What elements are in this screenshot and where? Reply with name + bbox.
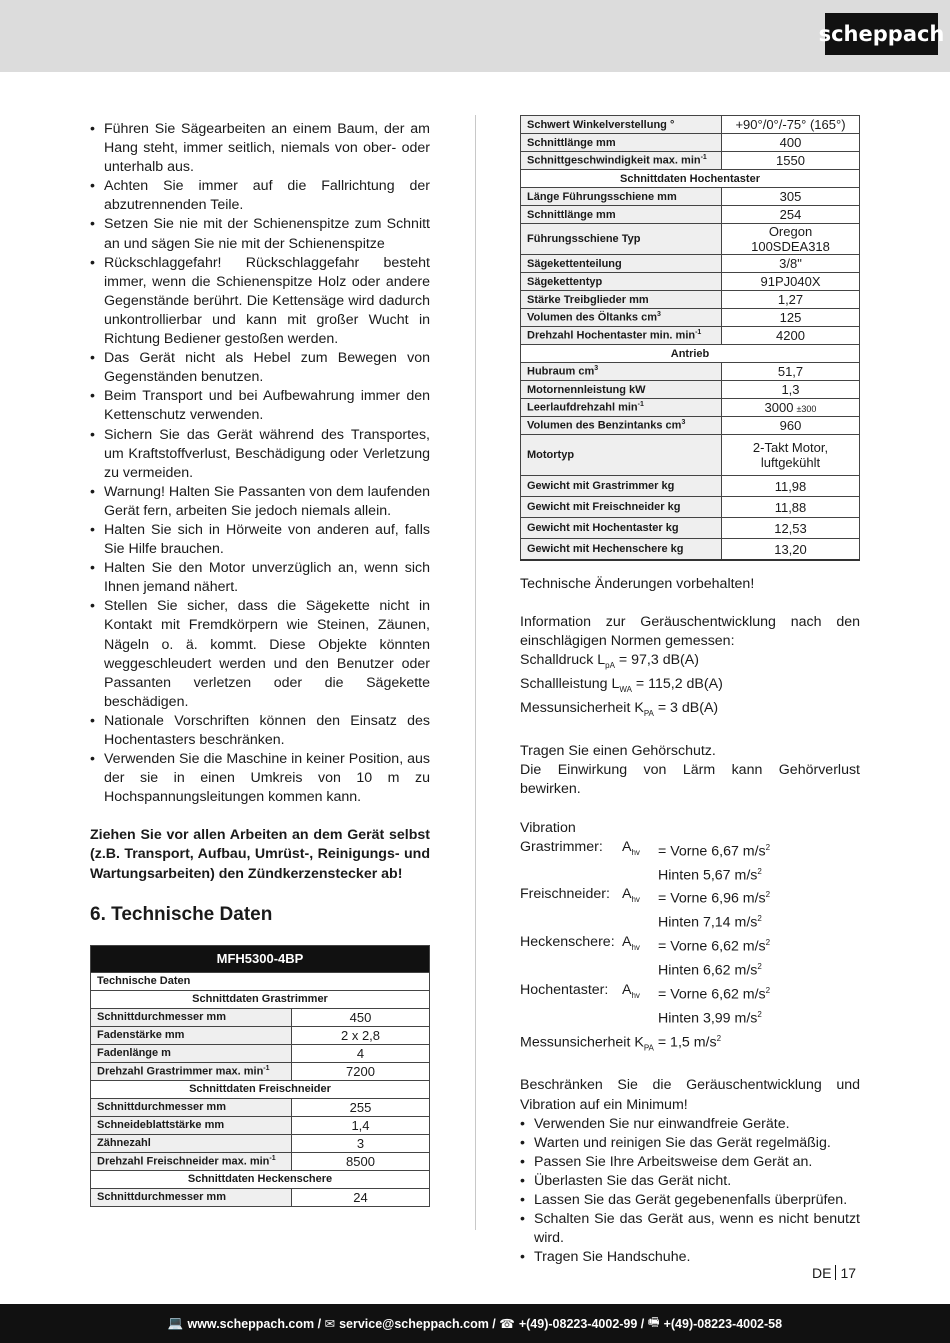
- spec-key-text: Gewicht mit Hochentaster kg: [527, 522, 679, 534]
- spec-value: [722, 188, 860, 206]
- page-number: [812, 1265, 856, 1281]
- spec-value-text: 2 x 2,8: [340, 1027, 381, 1043]
- table-header: Technische Daten: [91, 972, 430, 990]
- vibration-front: [658, 981, 770, 1005]
- spec-value: [722, 206, 860, 224]
- spec-key: [91, 1008, 292, 1026]
- spec-key: [91, 1044, 292, 1062]
- spec-key-sup: 3: [594, 365, 599, 373]
- table-row: [91, 1026, 430, 1044]
- table-row: [521, 417, 860, 435]
- vib-front-text: = Vorne 6,67 m/s: [658, 843, 766, 860]
- phone-icon: ☎: [499, 1317, 515, 1331]
- spec-key: [521, 255, 722, 273]
- spec-value-text: +90°/0°/-75° (165°): [735, 117, 846, 132]
- footer-email[interactable]: service@scheppach.com /: [339, 1316, 496, 1331]
- spec-value: [722, 363, 860, 381]
- spec-key: [521, 206, 722, 224]
- vib-exp: 2: [757, 962, 762, 972]
- vibration-label: Hochentaster:: [520, 981, 609, 998]
- spec-key-sup: 3: [681, 419, 686, 427]
- list-item: • Das Gerät nicht als Hebel zum Bewegen von Gegenständen benutzen.: [90, 349, 430, 387]
- spec-value-text: 1,4: [351, 1117, 370, 1133]
- spec-value: [292, 1134, 430, 1152]
- spec-key-sup: -1: [637, 401, 644, 409]
- spec-key-text: Gewicht mit Grastrimmer kg: [527, 480, 675, 492]
- spec-value-text: 24: [353, 1189, 368, 1205]
- list-item: • Stellen Sie sicher, dass die Sägekette nicht in Kontakt mit Fremdkörpern wie Steinen, Zäunen, Nägeln o. ä. kommt. Diese Objekte könnten weggeschleudert werden und den Benutzer oder Passanten verletzen oder die Sägekette beschädigen.: [90, 597, 430, 712]
- table-row: [521, 188, 860, 206]
- vibration-front: [658, 885, 770, 909]
- spec-key-text: Leerlaufdrehzahl min: [527, 401, 638, 414]
- list-item: • Warten und reinigen Sie das Gerät regelmäßig.: [520, 1134, 860, 1153]
- spec-key: [521, 134, 722, 152]
- spec-value: [722, 327, 860, 345]
- model-name: MFH5300-4BP: [91, 945, 430, 972]
- spec-value-text: 4: [356, 1045, 365, 1061]
- spec-value-text: 254: [779, 207, 802, 222]
- vib-symbol: A: [622, 886, 632, 903]
- spec-key: [521, 273, 722, 291]
- subheader-heckenschere: Schnittdaten Heckenschere: [91, 1170, 430, 1188]
- spec-value-text: 11,98: [774, 478, 807, 494]
- spec-key-text: Fadenstärke mm: [97, 1029, 185, 1042]
- spec-key-text: Gewicht mit Freischneider kg: [527, 501, 681, 513]
- spec-key-sup: -1: [269, 1154, 276, 1162]
- spec-value: [722, 273, 860, 291]
- column-divider: [475, 115, 476, 1230]
- vib-exp: 2: [757, 914, 762, 924]
- vibration-row: [520, 838, 860, 862]
- spec-key: [521, 497, 722, 518]
- table-row: [521, 206, 860, 224]
- messunsicherheit-db: Messunsicherheit $K_{PA} = 3$ dB(A): [520, 700, 719, 719]
- spec-value-text: 91PJ040X: [760, 274, 821, 289]
- vibration-label: Freischneider:: [520, 886, 610, 903]
- spec-value-text: Oregon 100SDEA318: [751, 224, 830, 254]
- list-item: • Überlasten Sie das Gerät nicht.: [520, 1172, 860, 1191]
- spec-key: [521, 116, 722, 134]
- spark-plug-note: Ziehen Sie vor allen Arbeiten an dem Gerät selbst (z.B. Transport, Aufbau, Umrüst-, Reinigungs- und Wartungsarbeiten) den Zündkerzenstecker ab!: [90, 827, 430, 882]
- spec-value: [292, 1188, 430, 1206]
- table-row: [91, 1152, 430, 1170]
- spec-key-sup: -1: [263, 1064, 270, 1072]
- spec-key-text: Schnittdurchmesser mm: [97, 1101, 226, 1114]
- vibration-row: [520, 933, 860, 957]
- spec-value: [722, 518, 860, 539]
- vib-back-text: Hinten 5,67 m/s: [658, 867, 758, 884]
- spec-table-left: [90, 945, 430, 1207]
- list-item: • Tragen Sie Handschuhe.: [520, 1248, 860, 1267]
- vibration-list: [520, 838, 860, 1029]
- table-row: [521, 497, 860, 518]
- spec-value: [722, 224, 860, 255]
- spec-key-sup: -1: [695, 329, 702, 337]
- right-column: [520, 115, 860, 1267]
- spec-key: [521, 224, 722, 255]
- mail-icon: ✉: [324, 1317, 336, 1331]
- spec-value: [722, 381, 860, 399]
- list-item: • Verwenden Sie nur einwandfreie Geräte.: [520, 1115, 860, 1134]
- vib-sub: hv: [631, 847, 640, 857]
- spec-key: [521, 399, 722, 417]
- spec-key: [91, 1098, 292, 1116]
- spec-value-text: 1550: [776, 153, 805, 168]
- table-row: [521, 116, 860, 134]
- notes-text: [520, 575, 860, 1267]
- vibration-back-row: [520, 1005, 860, 1029]
- table-row: [521, 134, 860, 152]
- spec-value-text: 12,53: [774, 520, 807, 536]
- spec-value: [292, 1044, 430, 1062]
- spec-value: [722, 116, 860, 134]
- vib-back-text: Hinten 7,14 m/s: [658, 915, 758, 932]
- spec-key: [521, 291, 722, 309]
- vib-front-text: = Vorne 6,62 m/s: [658, 986, 766, 1003]
- footer-website[interactable]: www.scheppach.com /: [187, 1316, 322, 1331]
- vibration-symbol: [622, 933, 658, 957]
- spec-key: [521, 327, 722, 345]
- vib-exp: 2: [757, 1009, 762, 1019]
- spec-key: [521, 381, 722, 399]
- list-item: • Halten Sie sich in Hörweite von anderen auf, falls Sie Hilfe brauchen.: [90, 521, 430, 559]
- list-item: • Setzen Sie nie mit der Schienenspitze zum Schnitt an und sägen Sie nie mit der Schienenspitze: [90, 215, 430, 253]
- hearing-warning: Die Einwirkung von Lärm kann Gehörverlust bewirken.: [520, 762, 860, 798]
- vib-exp: 2: [765, 842, 771, 852]
- spec-key-text: Zähnezahl: [97, 1137, 151, 1150]
- vib-front-text: = Vorne 6,96 m/s: [658, 891, 766, 908]
- table-row: [521, 381, 860, 399]
- fax-icon: 🖷: [647, 1315, 660, 1329]
- vibration-front: [658, 933, 770, 957]
- limit-bullet-list: [520, 1115, 860, 1268]
- vibration-label: Grastrimmer:: [520, 838, 603, 855]
- spec-key: [521, 188, 722, 206]
- spec-value-text: 3000: [764, 400, 794, 415]
- vibration-back-row: [520, 957, 860, 981]
- table-row: [521, 399, 860, 417]
- table-row: [91, 1188, 430, 1206]
- table-row: [91, 1116, 430, 1134]
- left-column: [90, 120, 430, 1207]
- table-row: [521, 309, 860, 327]
- spec-key-text: Drehzahl Freischneider max. min: [97, 1155, 270, 1168]
- spec-value: [722, 309, 860, 327]
- spec-key-text: Motornennleistung kW: [527, 383, 646, 396]
- list-item: • Achten Sie immer auf die Fallrichtung der abzutrennenden Teile.: [90, 177, 430, 215]
- vibration-back-row: [520, 862, 860, 886]
- noise-intro: Information zur Geräuschentwicklung nach den einschlägigen Normen gemessen:: [520, 614, 860, 650]
- spec-value-text: 11,88: [774, 499, 807, 515]
- vib-symbol: A: [622, 934, 632, 951]
- spec-key: [91, 1116, 292, 1134]
- spec-key-text: Schnittlänge mm: [527, 136, 616, 149]
- vibration-label: Heckenschere:: [520, 934, 615, 951]
- spec-value-tolerance: ±300: [796, 404, 817, 414]
- spec-key-text: Volumen des Benzintanks cm: [527, 419, 682, 432]
- spec-value-text: 3: [356, 1135, 365, 1151]
- spec-key-text: Hubraum cm: [527, 365, 595, 378]
- table-row: [521, 476, 860, 497]
- table-row: [91, 1062, 430, 1080]
- spec-key-text: Führungsschiene Typ: [527, 233, 641, 245]
- spec-key-text: Schnittlänge mm: [527, 208, 616, 221]
- spec-value-text: 305: [779, 189, 802, 204]
- spec-key: [521, 152, 722, 170]
- spec-value: [722, 497, 860, 518]
- list-item: • Warnung! Halten Sie Passanten von dem laufenden Gerät fern, arbeiten Sie jedoch niemals allein.: [90, 483, 430, 521]
- vib-symbol: A: [622, 981, 632, 998]
- spec-key: [521, 417, 722, 435]
- table-row: [521, 518, 860, 539]
- spec-value-text: 7200: [346, 1063, 375, 1079]
- spec-value: [292, 1152, 430, 1170]
- spec-key-text: Schnittdurchmesser mm: [97, 1191, 226, 1204]
- spec-key-text: Schwert Winkelverstellung °: [527, 118, 675, 131]
- table-row: [521, 291, 860, 309]
- spec-key: [91, 1188, 292, 1206]
- table-row: [91, 1098, 430, 1116]
- spec-value: [722, 417, 860, 435]
- spec-value: [722, 539, 860, 561]
- spec-value: [292, 1116, 430, 1134]
- spec-key: [521, 539, 722, 561]
- list-item: • Nationale Vorschriften können den Einsatz des Hochentasters beschränken.: [90, 712, 430, 750]
- spec-value-text: 400: [779, 135, 802, 150]
- spec-value-text: 13,20: [774, 541, 807, 557]
- vib-sub: hv: [631, 990, 640, 1000]
- list-item: • Halten Sie den Motor unverzüglich an, wenn sich Ihnen jemand nähert.: [90, 559, 430, 597]
- messunsicherheit-vib: Messunsicherheit $K_{PA} = 1,5$ $m/s^2$: [520, 1033, 722, 1053]
- spec-value: [722, 291, 860, 309]
- table-row: [521, 363, 860, 381]
- vibration-row: [520, 981, 860, 1005]
- spec-value: [292, 1062, 430, 1080]
- footer: [0, 1304, 950, 1343]
- spec-key-text: Sägekettenteilung: [527, 257, 622, 270]
- list-item: • Führen Sie Sägearbeiten an einem Baum, der am Hang steht, immer seitlich, niemals von ober- oder unterhalb aus.: [90, 120, 430, 177]
- subheader-freischneider: Schnittdaten Freischneider: [91, 1080, 430, 1098]
- table-row: [521, 327, 860, 345]
- spec-key: Motortyp: [521, 435, 722, 476]
- vib-exp: 2: [765, 890, 771, 900]
- schallleistung: Schallleistung $L_{WA} = 115,2$ dB(A): [520, 676, 723, 695]
- computer-icon: 💻: [167, 1316, 184, 1330]
- limit-intro: Beschränken Sie die Geräuschentwicklung und Vibration auf ein Minimum!: [520, 1077, 860, 1113]
- list-item: • Schalten Sie das Gerät aus, wenn es nicht benutzt wird.: [520, 1210, 860, 1248]
- spec-value-text: 1,27: [777, 292, 804, 307]
- safety-bullet-list: [90, 120, 430, 807]
- list-item: • Rückschlaggefahr! Rückschlaggefahr besteht immer, wenn die Schienenspitze Holz oder andere Gegenstände berührt. Die Kettensäge wird dadurch unkontrollierbar und kann mit großer Wucht in Richtung Bediener gestoßen werden.: [90, 254, 430, 349]
- spec-key-text: Volumen des Öltanks cm: [527, 311, 658, 324]
- list-item: • Lassen Sie das Gerät gegebenenfalls überprüfen.: [520, 1191, 860, 1210]
- vib-sub: hv: [631, 895, 640, 905]
- vib-exp: 2: [765, 938, 771, 948]
- spec-key-text: Drehzahl Grastrimmer max. min: [97, 1065, 264, 1078]
- vibration-symbol: [622, 981, 658, 1005]
- vibration-title: Vibration: [520, 819, 576, 836]
- page-lang: DE: [812, 1265, 832, 1281]
- vib-sub: hv: [631, 943, 640, 953]
- spec-value: [722, 476, 860, 497]
- spec-value-text: 450: [349, 1009, 372, 1025]
- table-row: [521, 224, 860, 255]
- spec-key-text: Schneideblattstärke mm: [97, 1119, 225, 1132]
- table-row: [521, 152, 860, 170]
- scheppach-logo: scheppach: [825, 13, 938, 55]
- spec-value-text: 255: [349, 1099, 372, 1115]
- list-item: • Beim Transport und bei Aufbewahrung immer den Kettenschutz verwenden.: [90, 387, 430, 425]
- spec-key-text: Schnittdurchmesser mm: [97, 1011, 226, 1024]
- spec-key: [91, 1134, 292, 1152]
- vibration-symbol: [622, 838, 658, 862]
- vib-exp: 2: [765, 985, 771, 995]
- schalldruck: Schalldruck $L_{pA} = 97,3$ dB(A): [520, 652, 699, 671]
- table-row: [521, 539, 860, 561]
- list-item: • Verwenden Sie die Maschine in keiner Position, aus der sie in einen Umkreis von 10 m zu Hochspannungsleitungen kommen kann.: [90, 750, 430, 807]
- table-row: [521, 255, 860, 273]
- table-row: [91, 1134, 430, 1152]
- vibration-front: [658, 838, 770, 862]
- subheader-grastrimmer: Schnittdaten Grastrimmer: [91, 990, 430, 1008]
- spec-value-text: 1,3: [781, 382, 800, 397]
- list-item: • Sichern Sie das Gerät während des Transportes, um Kraftstoffverlust, Beschädigung oder Verletzung zu vermeiden.: [90, 426, 430, 483]
- spec-value-text: 4200: [776, 328, 805, 343]
- spec-key-sup: -1: [700, 154, 707, 162]
- header-band: [0, 0, 950, 72]
- spec-value: [722, 134, 860, 152]
- vib-symbol: A: [622, 838, 632, 855]
- list-item: • Passen Sie Ihre Arbeitsweise dem Gerät an.: [520, 1153, 860, 1172]
- table-row: [91, 1044, 430, 1062]
- spec-key: [521, 363, 722, 381]
- footer-fax: +(49)-08223-4002-58: [663, 1316, 783, 1331]
- table-row: [521, 273, 860, 291]
- section-title: 6. Technische Daten: [90, 903, 273, 925]
- spec-value-text: 51,7: [777, 364, 804, 379]
- spec-value-text: 3/8": [779, 256, 802, 271]
- spec-table-right: [520, 115, 860, 561]
- spec-key: [521, 518, 722, 539]
- vibration-symbol: [622, 885, 658, 909]
- spec-key: [91, 1152, 292, 1170]
- vibration-row: [520, 885, 860, 909]
- subheader-hochentaster: Schnittdaten Hochentaster: [521, 170, 860, 188]
- vib-front-text: = Vorne 6,62 m/s: [658, 938, 766, 955]
- spec-key-text: Drehzahl Hochentaster min. min: [527, 329, 696, 342]
- spec-value: [292, 1008, 430, 1026]
- vibration-back-row: [520, 909, 860, 933]
- spec-value: [292, 1026, 430, 1044]
- table-row: [91, 1008, 430, 1026]
- vib-exp: 2: [757, 866, 762, 876]
- vib-back-text: Hinten 6,62 m/s: [658, 962, 758, 979]
- spec-value: [292, 1098, 430, 1116]
- spec-value: [722, 152, 860, 170]
- spec-value: [722, 255, 860, 273]
- spec-value: 2-Takt Motor, luftgekühlt: [722, 435, 860, 476]
- subheader-antrieb: Antrieb: [521, 345, 860, 363]
- spec-key-text: Sägekettentyp: [527, 275, 603, 288]
- page-num: 17: [840, 1265, 857, 1281]
- footer-phone: +(49)-08223-4002-99 /: [518, 1316, 645, 1331]
- spec-value-text: 960: [779, 418, 802, 433]
- spec-value: [722, 399, 860, 417]
- vib-back-text: Hinten 3,99 m/s: [658, 1010, 758, 1027]
- spec-key-text: Gewicht mit Hechenschere kg: [527, 543, 684, 555]
- spec-value-text: 125: [779, 310, 802, 325]
- spec-key: [91, 1062, 292, 1080]
- spec-key: [521, 476, 722, 497]
- spec-key-text: Länge Führungsschiene mm: [527, 190, 677, 203]
- spec-key-text: Fadenlänge m: [97, 1047, 171, 1060]
- hearing-protection: Tragen Sie einen Gehörschutz.: [520, 743, 716, 760]
- spec-key-text: Schnittgeschwindigkeit max. min: [527, 154, 701, 167]
- spec-key: [521, 309, 722, 327]
- spec-value-text: 8500: [346, 1153, 375, 1169]
- changes-note: Technische Änderungen vorbehalten!: [520, 576, 755, 592]
- spec-key-sup: 3: [657, 311, 661, 319]
- spec-key-text: Stärke Treibglieder mm: [527, 293, 649, 306]
- spec-key: [91, 1026, 292, 1044]
